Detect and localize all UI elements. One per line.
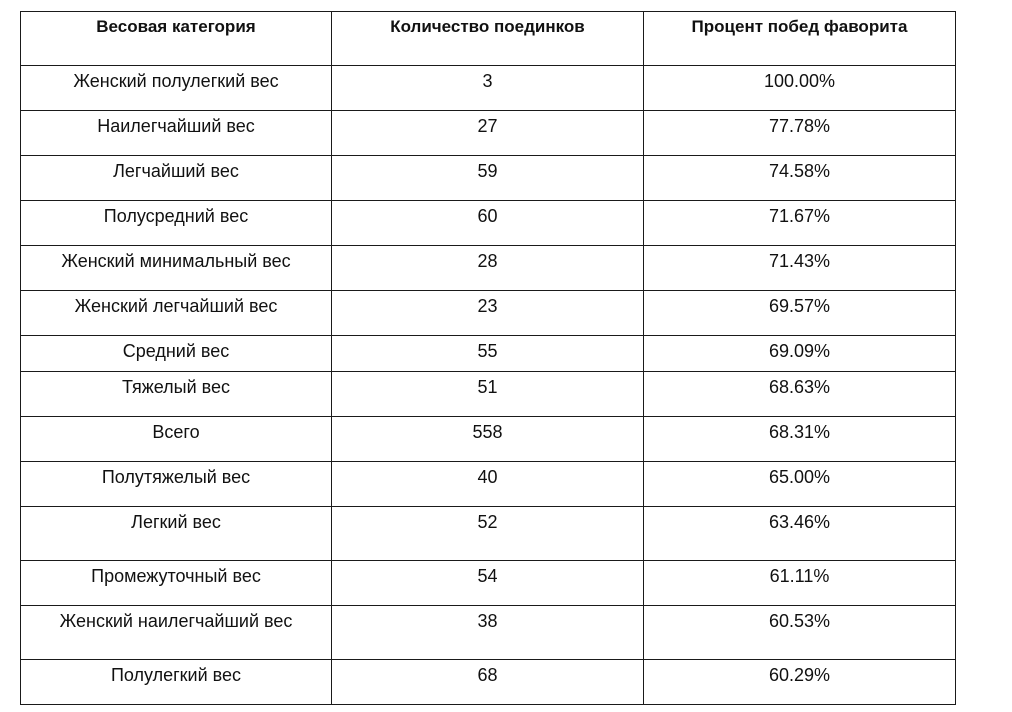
cell-weight-class: Женский полулегкий вес — [21, 66, 332, 111]
cell-favorite-win-pct: 65.00% — [644, 462, 956, 507]
cell-weight-class: Наилегчайший вес — [21, 111, 332, 156]
cell-bout-count: 68 — [332, 660, 644, 705]
cell-weight-class: Полутяжелый вес — [21, 462, 332, 507]
cell-bout-count: 59 — [332, 156, 644, 201]
cell-favorite-win-pct: 68.31% — [644, 417, 956, 462]
cell-weight-class: Легкий вес — [21, 507, 332, 561]
cell-weight-class: Средний вес — [21, 336, 332, 372]
table-row — [21, 561, 956, 606]
cell-weight-class: Тяжелый вес — [21, 372, 332, 417]
table-body — [21, 66, 956, 705]
table-header-row — [21, 12, 956, 66]
table-row — [21, 336, 956, 372]
table-row — [21, 462, 956, 507]
table-row — [21, 201, 956, 246]
cell-weight-class: Женский наилегчайший вес — [21, 606, 332, 660]
cell-weight-class: Полусредний вес — [21, 201, 332, 246]
table-row — [21, 291, 956, 336]
cell-bout-count: 54 — [332, 561, 644, 606]
cell-weight-class: Всего — [21, 417, 332, 462]
cell-bout-count: 51 — [332, 372, 644, 417]
cell-bout-count: 3 — [332, 66, 644, 111]
cell-weight-class: Женский минимальный вес — [21, 246, 332, 291]
cell-favorite-win-pct: 77.78% — [644, 111, 956, 156]
weight-class-table — [20, 11, 956, 705]
cell-bout-count: 38 — [332, 606, 644, 660]
cell-favorite-win-pct: 63.46% — [644, 507, 956, 561]
cell-bout-count: 55 — [332, 336, 644, 372]
cell-weight-class: Женский легчайший вес — [21, 291, 332, 336]
cell-favorite-win-pct: 71.67% — [644, 201, 956, 246]
header-weight-class: Весовая категория — [21, 12, 332, 66]
cell-favorite-win-pct: 100.00% — [644, 66, 956, 111]
cell-bout-count: 23 — [332, 291, 644, 336]
header-favorite-win-pct: Процент побед фаворита — [644, 12, 956, 66]
table-row — [21, 507, 956, 561]
cell-favorite-win-pct: 69.57% — [644, 291, 956, 336]
table-row — [21, 417, 956, 462]
cell-favorite-win-pct: 69.09% — [644, 336, 956, 372]
cell-bout-count: 40 — [332, 462, 644, 507]
cell-favorite-win-pct: 60.53% — [644, 606, 956, 660]
cell-weight-class: Промежуточный вес — [21, 561, 332, 606]
table-row — [21, 156, 956, 201]
table-row — [21, 660, 956, 705]
cell-favorite-win-pct: 61.11% — [644, 561, 956, 606]
cell-favorite-win-pct: 60.29% — [644, 660, 956, 705]
table-row — [21, 606, 956, 660]
table-row — [21, 66, 956, 111]
table-row — [21, 372, 956, 417]
cell-bout-count: 558 — [332, 417, 644, 462]
cell-favorite-win-pct: 71.43% — [644, 246, 956, 291]
cell-bout-count: 52 — [332, 507, 644, 561]
cell-weight-class: Легчайший вес — [21, 156, 332, 201]
cell-weight-class: Полулегкий вес — [21, 660, 332, 705]
header-bout-count: Количество поединков — [332, 12, 644, 66]
table-row — [21, 246, 956, 291]
cell-bout-count: 27 — [332, 111, 644, 156]
cell-bout-count: 28 — [332, 246, 644, 291]
cell-favorite-win-pct: 68.63% — [644, 372, 956, 417]
cell-bout-count: 60 — [332, 201, 644, 246]
table-row — [21, 111, 956, 156]
cell-favorite-win-pct: 74.58% — [644, 156, 956, 201]
